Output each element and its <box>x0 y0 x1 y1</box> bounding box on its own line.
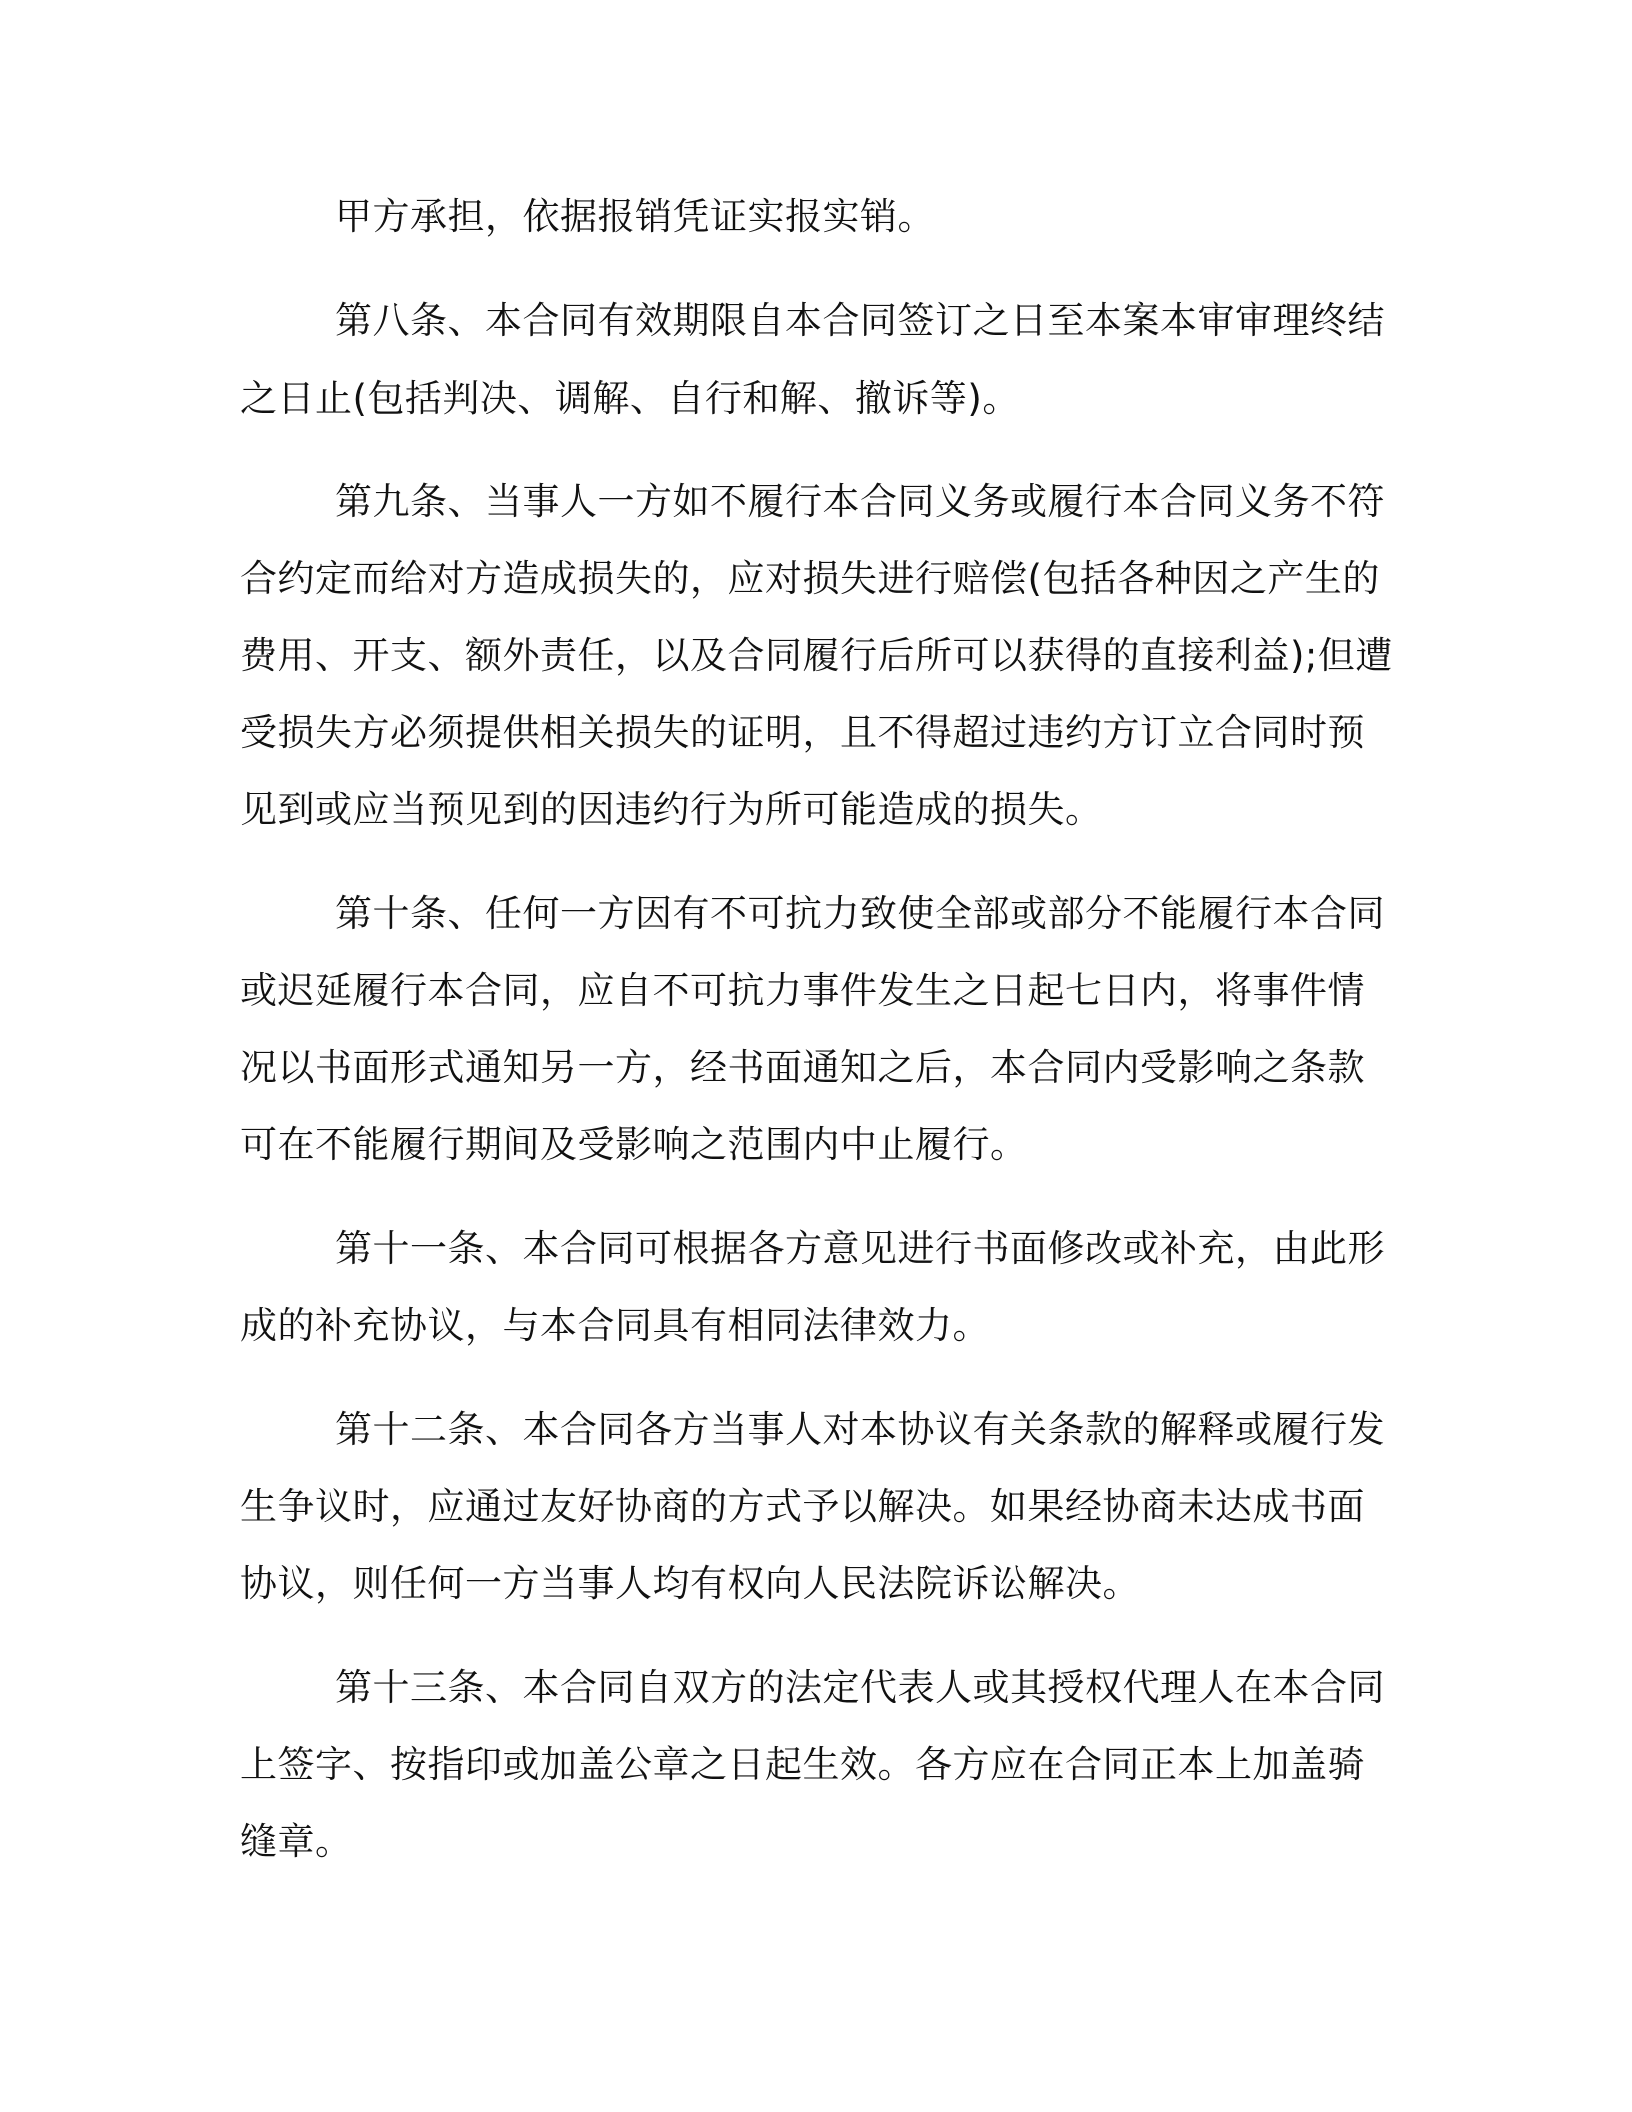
text-line: 协议，则任何一方当事人均有权向人民法院诉讼解决。 <box>240 1562 1140 1605</box>
text-line: 费用、开支、额外责任，以及合同履行后所可以获得的直接利益);但遭 <box>240 634 1393 677</box>
text-line: 第八条、本合同有效期限自本合同签订之日至本案本审审理终结 <box>335 299 1385 342</box>
text-line: 或迟延履行本合同，应自不可抗力事件发生之日起七日内，将事件情 <box>240 969 1365 1012</box>
text-line: 第十三条、本合同自双方的法定代表人或其授权代理人在本合同 <box>335 1666 1385 1709</box>
text-line: 受损失方必须提供相关损失的证明，且不得超过违约方订立合同时预 <box>240 711 1365 754</box>
text-line: 缝章。 <box>240 1820 353 1863</box>
text-line: 况以书面形式通知另一方，经书面通知之后，本合同内受影响之条款 <box>240 1046 1365 1089</box>
text-line: 上签字、按指印或加盖公章之日起生效。各方应在合同正本上加盖骑 <box>240 1743 1365 1786</box>
text-line: 第九条、当事人一方如不履行本合同义务或履行本合同义务不符 <box>335 480 1385 523</box>
text-line: 甲方承担，依据报销凭证实报实销。 <box>335 195 935 238</box>
text-line: 第十条、任何一方因有不可抗力致使全部或部分不能履行本合同 <box>335 892 1385 935</box>
text-line: 成的补充协议，与本合同具有相同法律效力。 <box>240 1304 990 1347</box>
text-line: 第十一条、本合同可根据各方意见进行书面修改或补充，由此形 <box>335 1227 1385 1270</box>
text-line: 见到或应当预见到的因违约行为所可能造成的损失。 <box>240 788 1103 831</box>
text-line: 生争议时，应通过友好协商的方式予以解决。如果经协商未达成书面 <box>240 1485 1365 1528</box>
text-line: 可在不能履行期间及受影响之范围内中止履行。 <box>240 1123 1028 1166</box>
text-line: 合约定而给对方造成损失的，应对损失进行赔偿(包括各种因之产生的 <box>240 557 1380 600</box>
text-line: 第十二条、本合同各方当事人对本协议有关条款的解释或履行发 <box>335 1408 1385 1451</box>
text-line: 之日止(包括判决、调解、自行和解、撤诉等)。 <box>240 377 1020 420</box>
